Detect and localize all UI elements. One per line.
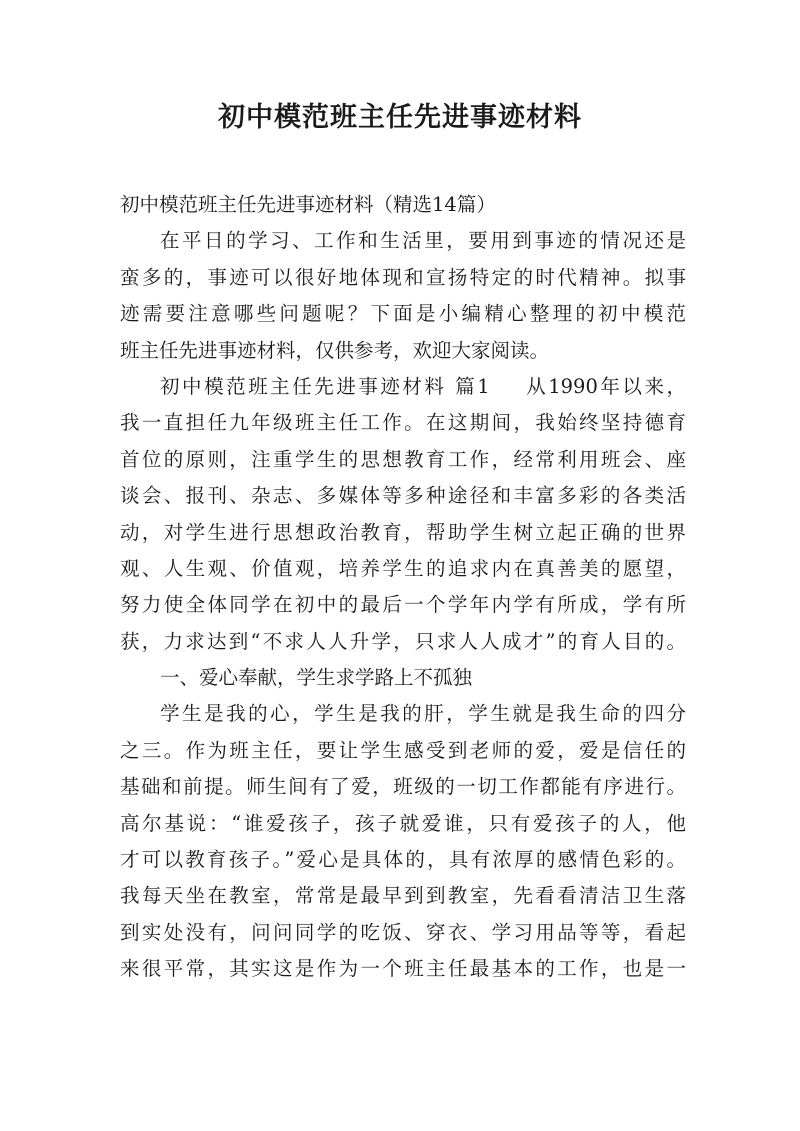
paragraph-line: 努力使全体同学在初中的最后一个学年内学有所成，学有所	[120, 593, 686, 617]
document-body	[120, 187, 686, 988]
paragraph-line: 才可以教育孩子。”爱心是具体的，具有浓厚的感情色彩的。	[120, 848, 686, 872]
section-heading-line	[120, 369, 686, 405]
subtitle-line: 初中模范班主任先进事迹材料（精选14篇）	[120, 193, 496, 216]
paragraph-line: 高尔基说：“谁爱孩子，孩子就爱谁，只有爱孩子的人，他	[120, 811, 686, 835]
paragraph-line: 我一直担任九年级班主任工作。在这期间，我始终坚持德育	[120, 411, 686, 435]
paragraph-line: 蛮多的，事迹可以很好地体现和宣扬特定的时代精神。拟事	[120, 265, 686, 289]
paragraph-line: 来很平常，其实这是作为一个班主任最基本的工作，也是一	[120, 957, 686, 981]
paragraph-line: 谈会、报刊、杂志、多媒体等多种途径和丰富多彩的各类活	[120, 484, 686, 508]
paragraph-line: 之三。作为班主任，要让学生感受到老师的爱，爱是信任的	[120, 738, 686, 762]
paragraph-line: 学生是我的心，学生是我的肝，学生就是我生命的四分	[160, 702, 686, 726]
paragraph-line: 动，对学生进行思想政治教育，帮助学生树立起正确的世界	[120, 520, 686, 544]
paragraph-line: 获，力求达到“不求人人升学，只求人人成才”的育人目的。	[120, 629, 686, 653]
paragraph-line: 我每天坐在教室，常常是最早到到教室，先看看清洁卫生落	[120, 884, 686, 908]
paragraph-line: 首位的原则，注重学生的思想教育工作，经常利用班会、座	[120, 447, 686, 471]
paragraph-line: 班主任先进事迹材料，仅供参考，欢迎大家阅读。	[120, 338, 550, 362]
section-heading: 一、爱心奉献，学生求学路上不孤独	[160, 666, 473, 690]
paragraph-line: 迹需要注意哪些问题呢？下面是小编精心整理的初中模范	[120, 302, 686, 326]
paragraph-line: 基础和前提。师生间有了爱，班级的一切工作都能有序进行。	[120, 775, 686, 799]
paragraph-line: 到实处没有，问问同学的吃饭、穿衣、学习用品等等，看起	[120, 920, 686, 944]
section-heading: 初中模范班主任先进事迹材料 篇1	[160, 374, 490, 398]
paragraph-start: 从1990年以来，	[523, 374, 686, 398]
document-title: 初中模范班主任先进事迹材料	[218, 102, 582, 133]
paragraph-line: 观、人生观、价值观，培养学生的追求内在真善美的愿望，	[120, 556, 686, 580]
paragraph-line: 在平日的学习、工作和生活里，要用到事迹的情况还是	[160, 229, 686, 253]
